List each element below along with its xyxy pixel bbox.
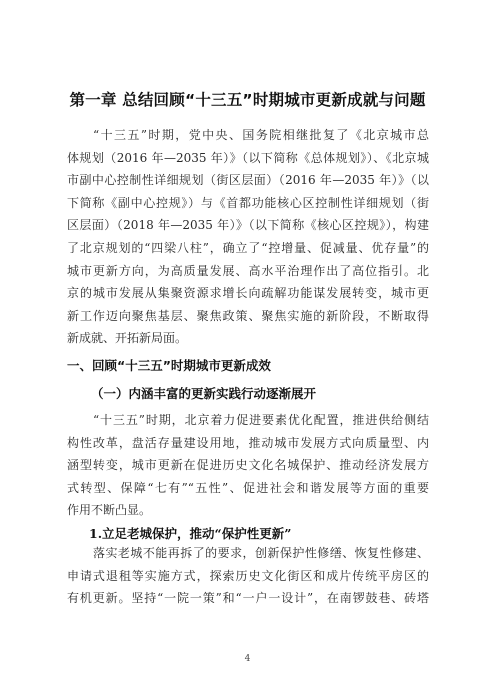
chapter-title: 第一章 总结回顾“十三五”时期城市更新成就与问题 [69, 91, 426, 109]
item-heading: 1.立足老城保护，推动“保护性更新” [89, 526, 292, 541]
subsection-heading: （一）内涵丰富的更新实践行动逐渐展开 [91, 386, 317, 401]
paragraph-line: “十三五”时期，党中央、国务院相继批复了《北京城市总 [93, 128, 429, 142]
item-paragraph [67, 542, 429, 610]
page-number: 4 [244, 654, 251, 664]
section-heading: 一、回顾“十三五”时期城市更新成效 [67, 358, 271, 373]
paragraph-line: 落实老城不能再拆了的要求，创新保护性修缮、恢复性修建、 [93, 546, 429, 560]
paragraph-line: 有机更新。坚持“一院一策”和“一户一设计”，在南锣鼓巷、砖塔 [67, 591, 429, 606]
paragraph-line: 式转型、保障“七有”“五性”、促进社会和谐发展等方面的重要 [67, 480, 429, 495]
paragraph-line: 了北京规划的“四梁八柱”，确立了“控增量、促减量、优存量”的 [67, 240, 429, 255]
paragraph-line: 作用不断凸显。 [67, 503, 152, 518]
paragraph-line: 城市更新方向，为高质量发展、高水平治理作出了高位指引。北 [67, 263, 429, 278]
paragraph-line: 京的城市发展从集聚资源求增长向疏解功能谋发展转变，城市更 [67, 286, 429, 301]
paragraph-line: 新成就、开拓新局面。 [67, 331, 188, 346]
paragraph-line: 下简称《副中心控规》）与《首都功能核心区控制性详细规划（街 [67, 195, 429, 210]
paragraph-line: 构性改革，盘活存量建设用地，推动城市发展方式向质量型、内 [67, 435, 429, 450]
subsection-paragraph [67, 409, 429, 522]
paragraph-line: 区层面）（2018 年—2035 年）》（以下简称《核心区控规》），构建 [67, 218, 429, 233]
paragraph-line: 体规划（2016 年—2035 年）》（以下简称《总体规划》）、《北京城 [67, 150, 429, 165]
paragraph-line: “十三五”时期，北京着力促进要素优化配置，推进供给侧结 [93, 413, 429, 427]
paragraph-line: 新工作迈向聚焦基层、聚焦政策、聚焦实施的新阶段，不断取得 [67, 308, 429, 323]
paragraph-line: 市副中心控制性详细规划（街区层面）（2016 年—2035 年）》（以 [67, 173, 429, 188]
paragraph-line: 申请式退租等实施方式，探索历史文化街区和成片传统平房区的 [67, 568, 429, 583]
intro-paragraph [67, 124, 429, 350]
paragraph-line: 涵型转变，城市更新在促进历史文化名城保护、推动经济发展方 [67, 458, 429, 473]
